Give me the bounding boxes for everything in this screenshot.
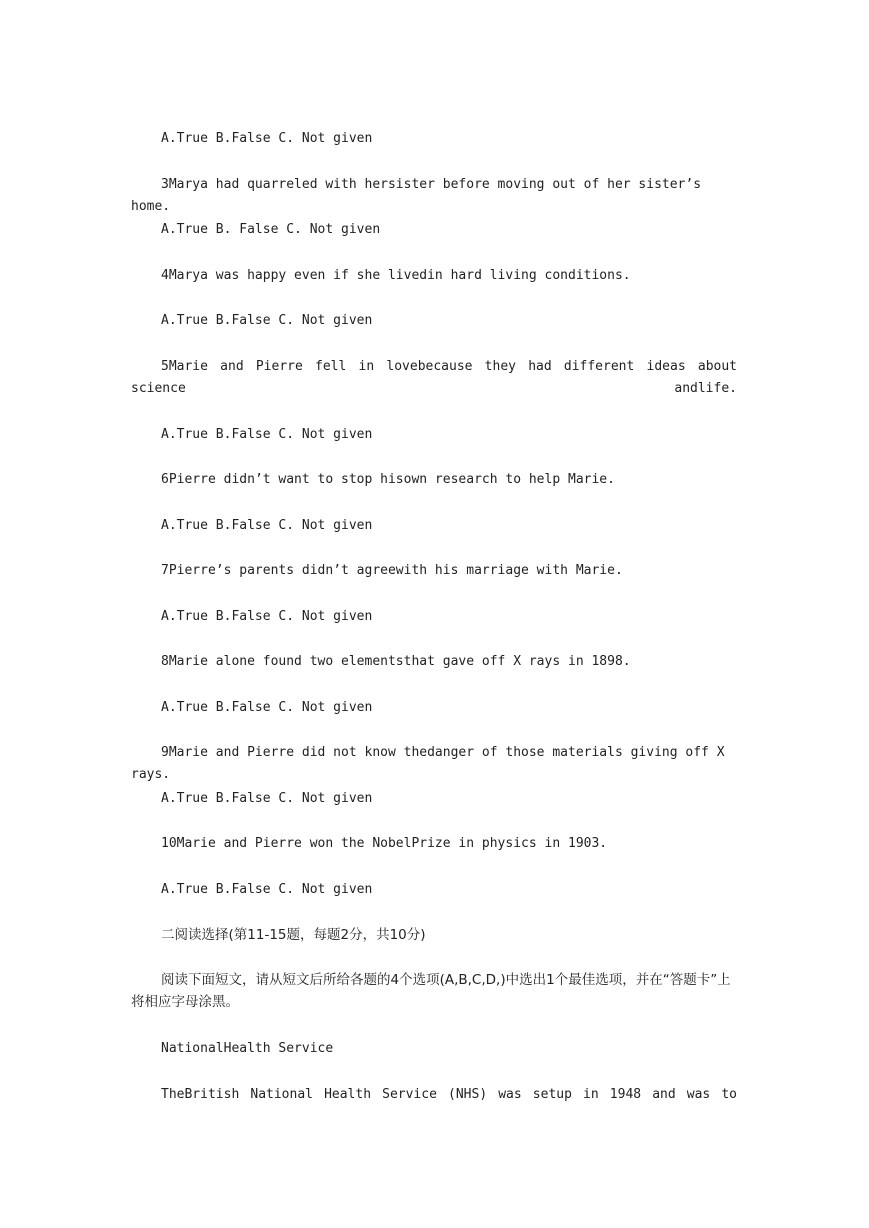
question-5: 5Marie and Pierre fell in lovebecause they had different ideas about science andlife. <box>131 359 745 396</box>
answer-options-q9: A.True B.False C. Not given <box>161 791 373 806</box>
answer-options-q5: A.True B.False C. Not given <box>161 427 373 442</box>
answer-options-q2: A.True B.False C. Not given <box>161 131 373 146</box>
answer-options-q7: A.True B.False C. Not given <box>161 609 373 624</box>
answer-options-q6: A.True B.False C. Not given <box>161 518 373 533</box>
passage-title: NationalHealth Service <box>161 1041 334 1056</box>
question-6: 6Pierre didn’t want to stop hisown research to help Marie. <box>161 472 615 487</box>
answer-options-q10: A.True B.False C. Not given <box>161 882 373 897</box>
question-3: 3Marya had quarreled with hersister before moving out of her sister’s home. <box>131 177 709 214</box>
question-7: 7Pierre’s parents didn’t agreewith his marriage with Marie. <box>161 563 623 578</box>
question-9: 9Marie and Pierre did not know thedanger of those materials giving off X rays. <box>131 745 733 782</box>
passage-first-line: TheBritish National Health Service (NHS) was setup in 1948 and was to <box>161 1087 737 1102</box>
question-10: 10Marie and Pierre won the NobelPrize in physics in 1903. <box>161 836 608 851</box>
question-8: 8Marie alone found two elementsthat gave off X rays in 1898. <box>161 654 631 669</box>
answer-options-q4: A.True B.False C. Not given <box>161 313 373 328</box>
section-instructions: 阅读下面短文，请从短文后所给各题的4个选项(A,B,C,D,)中选出1个最佳选项，并在“答题卡”上将相应字母涂黑。 <box>131 972 731 1010</box>
answer-options-q3: A.True B. False C. Not given <box>161 222 381 237</box>
answer-options-q8: A.True B.False C. Not given <box>161 700 373 715</box>
question-4: 4Marya was happy even if she livedin hard living conditions. <box>161 268 631 283</box>
section-heading: 二阅读选择(第11-15题，每题2分，共10分) <box>161 927 426 943</box>
